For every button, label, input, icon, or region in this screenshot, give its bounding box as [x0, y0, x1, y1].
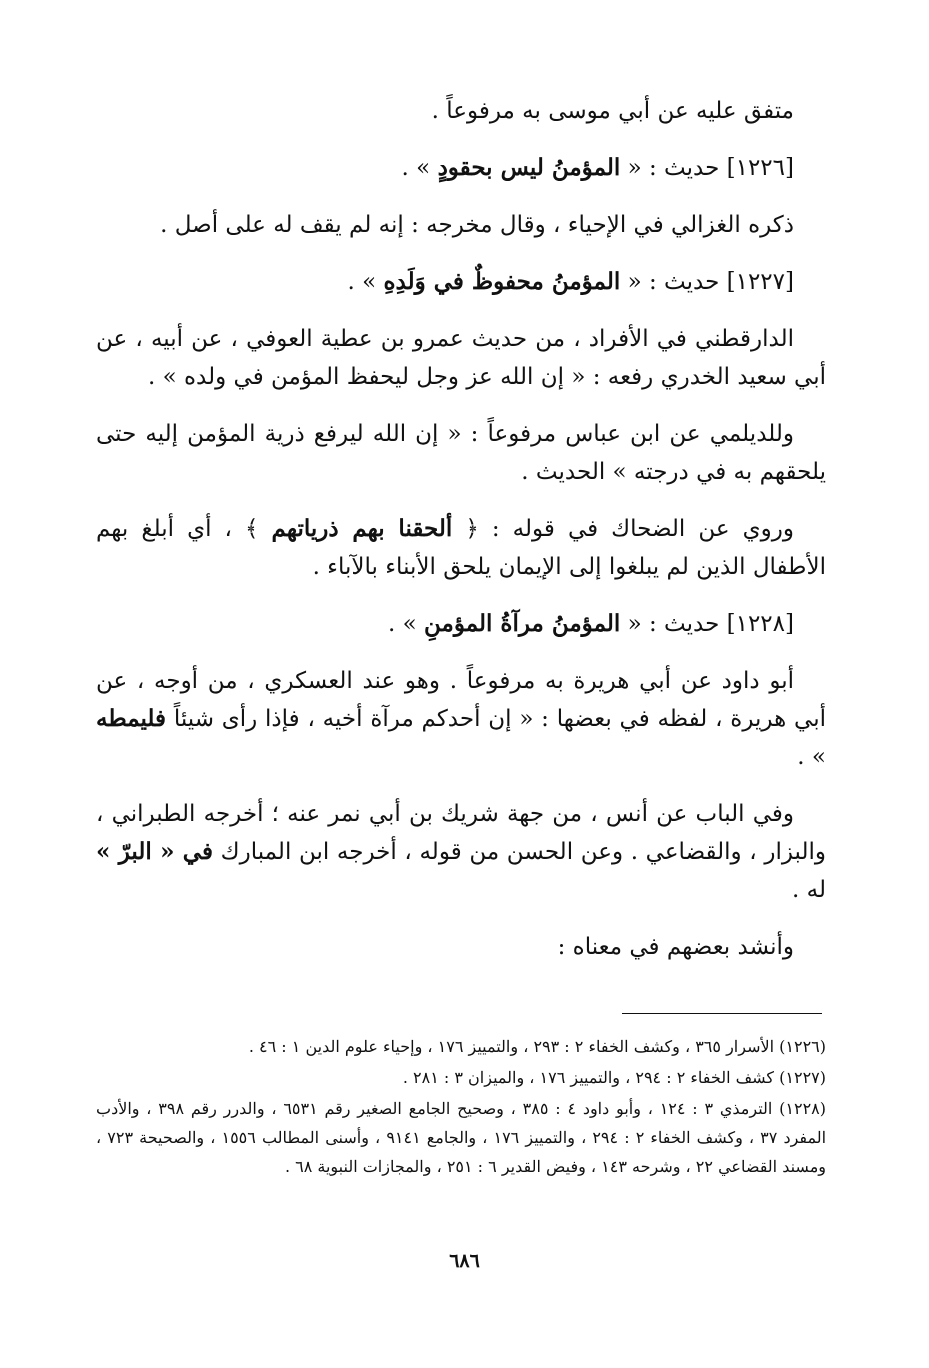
hadith-1227-end: » . — [347, 269, 377, 295]
hadith-1226-text: المؤمنُ ليس بحقودٍ — [437, 154, 621, 181]
hadith-1226-end: » . — [401, 155, 431, 181]
paragraph-7-before: وفي الباب عن أنس ، من جهة شريك بن أبي نمر عنه ؛ أخرجه الطبراني ، والبزار ، والقضاعي . وعن الحسن من قوله ، أخرجه ابن المبارك — [96, 801, 826, 865]
hadith-1228-heading — [96, 605, 826, 643]
page-number: ٦٨٦ — [449, 1250, 480, 1272]
paragraph-4: وللديلمي عن ابن عباس مرفوعاً : « إن الله ليرفع ذرية المؤمن إليه حتى يلحقهم به في درجته » الحديث . — [96, 421, 826, 485]
hadith-1226-heading — [96, 149, 826, 187]
paragraph-6 — [96, 662, 826, 776]
paragraph-2: ذكره الغزالي في الإحياء ، وقال مخرجه : إنه لم يقف له على أصل . — [160, 212, 794, 238]
footnote-divider — [622, 1013, 822, 1014]
footnote-1228: (١٢٢٨) الترمذي ٣ : ١٢٤ ، وأبو داود ٤ : ٣٨٥ ، وصحيح الجامع الصغير رقم ٦٥٣١ ، والدرر رقم ٣٩٨ ، والأدب المفرد ٣٧ ، وكشف الخفاء ٢ : ٢٩٤ ، والتمييز ١٧٦ ، والجامع ٩١٤١ ، وأسنى المطالب ١٥٥٦ ، والصحيحة ٧٢٣ ، ومسند القضاعي ٢٢ ، وشرحه ١٤٣ ، وفيض القدير ٦ : ٢٥١ ، والمجازات النبوية ٦٨ . — [96, 1099, 827, 1176]
paragraph-7-bold: في « البرّ » — [96, 838, 213, 865]
hadith-1227-heading — [96, 263, 826, 301]
footnote-1227: (١٢٢٧) كشف الخفاء ٢ : ٢٩٤ ، والتمييز ١٧٦ ، والميزان ٣ : ٢٨١ . — [402, 1068, 826, 1087]
paragraph-6-after: » . — [797, 744, 826, 770]
paragraph-5-after: ﴾ ، أي أبلغ بهم الأطفال الذين لم يبلغوا إلى الإيمان يلحق الأبناء بالآباء . — [96, 516, 826, 580]
paragraph-6-before: أبو داود عن أبي هريرة به مرفوعاً . وهو عند العسكري ، من أوجه ، عن أبي هريرة ، لفظه في بعضها : « إن أحدكم مرآة أخيه ، فإذا رأى شيئاً — [96, 668, 826, 732]
paragraph-5 — [96, 510, 826, 586]
paragraph-7-after: له . — [792, 877, 826, 903]
hadith-1228-text: المؤمنُ مرآةُ المؤمنِ — [423, 610, 621, 637]
paragraph-8: وأنشد بعضهم في معناه : — [557, 934, 794, 960]
paragraph-3: الدارقطني في الأفراد ، من حديث عمرو بن عطية العوفي ، عن أبيه ، عن أبي سعيد الخدري رفعه : « إن الله عز وجل ليحفظ المؤمن في ولده » . — [96, 326, 826, 390]
paragraph-1: متفق عليه عن أبي موسى به مرفوعاً . — [431, 98, 794, 124]
hadith-1228-end: » . — [387, 611, 417, 637]
hadith-1227-text: المؤمنُ محفوظٌ في وَلَدِهِ — [383, 268, 621, 295]
paragraph-7 — [96, 795, 826, 909]
paragraph-6-bold: فليمطه — [96, 705, 167, 732]
hadith-1226-label: [١٢٢٦] حديث : « — [627, 155, 794, 181]
footnotes — [96, 1032, 826, 1183]
footnote-1226: (١٢٢٦) الأسرار ٣٦٥ ، وكشف الخفاء ٢ : ٢٩٣ ، والتمييز ١٧٦ ، وإحياء علوم الدين ١ : ٤٦ . — [248, 1037, 826, 1056]
paragraph-5-before: وروي عن الضحاك في قوله : ﴿ — [465, 516, 794, 542]
quran-verse: ألحقنا بهم ذرياتهم — [271, 515, 453, 542]
main-text — [96, 92, 826, 985]
hadith-1227-label: [١٢٢٧] حديث : « — [627, 269, 794, 295]
hadith-1228-label: [١٢٢٨] حديث : « — [627, 611, 794, 637]
